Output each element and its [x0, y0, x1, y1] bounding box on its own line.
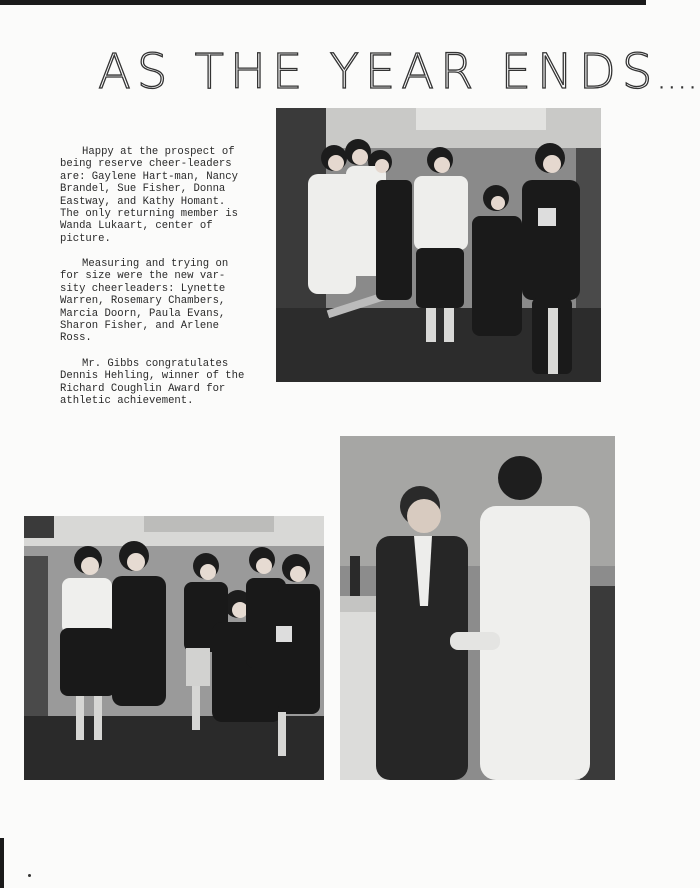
page-speck	[28, 874, 31, 877]
photo-award	[340, 436, 615, 780]
photo-reserve-cheerleaders-image	[276, 108, 601, 382]
caption-varsity-cheerleaders: Measuring and trying on for size were the new var-sity cheerleaders: Lynette Warren, Rosemary Chambers, Marcia Doorn, Paula Evans, Sharon Fisher, and Arlene Ross.	[60, 258, 229, 345]
page-title-dots: ....	[658, 69, 700, 93]
page-top-edge	[0, 0, 646, 5]
caption-award: Mr. Gibbs congratulates Dennis Hehling, winner of the Richard Coughlin Award for athletic achievement.	[60, 358, 245, 408]
page-left-edge-mark	[0, 838, 4, 888]
photo-varsity-cheerleaders	[24, 516, 324, 780]
page-title	[98, 42, 700, 102]
caption-reserve-cheerleaders: Happy at the prospect of being reserve cheer-leaders are: Gaylene Hart-man, Nancy Brandel, Sue Fisher, Donna Eastway, and Kathy Homant. The only returning member is Wanda Lukaart, center of picture.	[60, 146, 239, 245]
photo-reserve-cheerleaders	[276, 108, 601, 382]
photo-award-image	[340, 436, 615, 780]
photo-varsity-cheerleaders-image	[24, 516, 324, 780]
page-title-text: AS THE YEAR ENDS	[98, 44, 659, 100]
